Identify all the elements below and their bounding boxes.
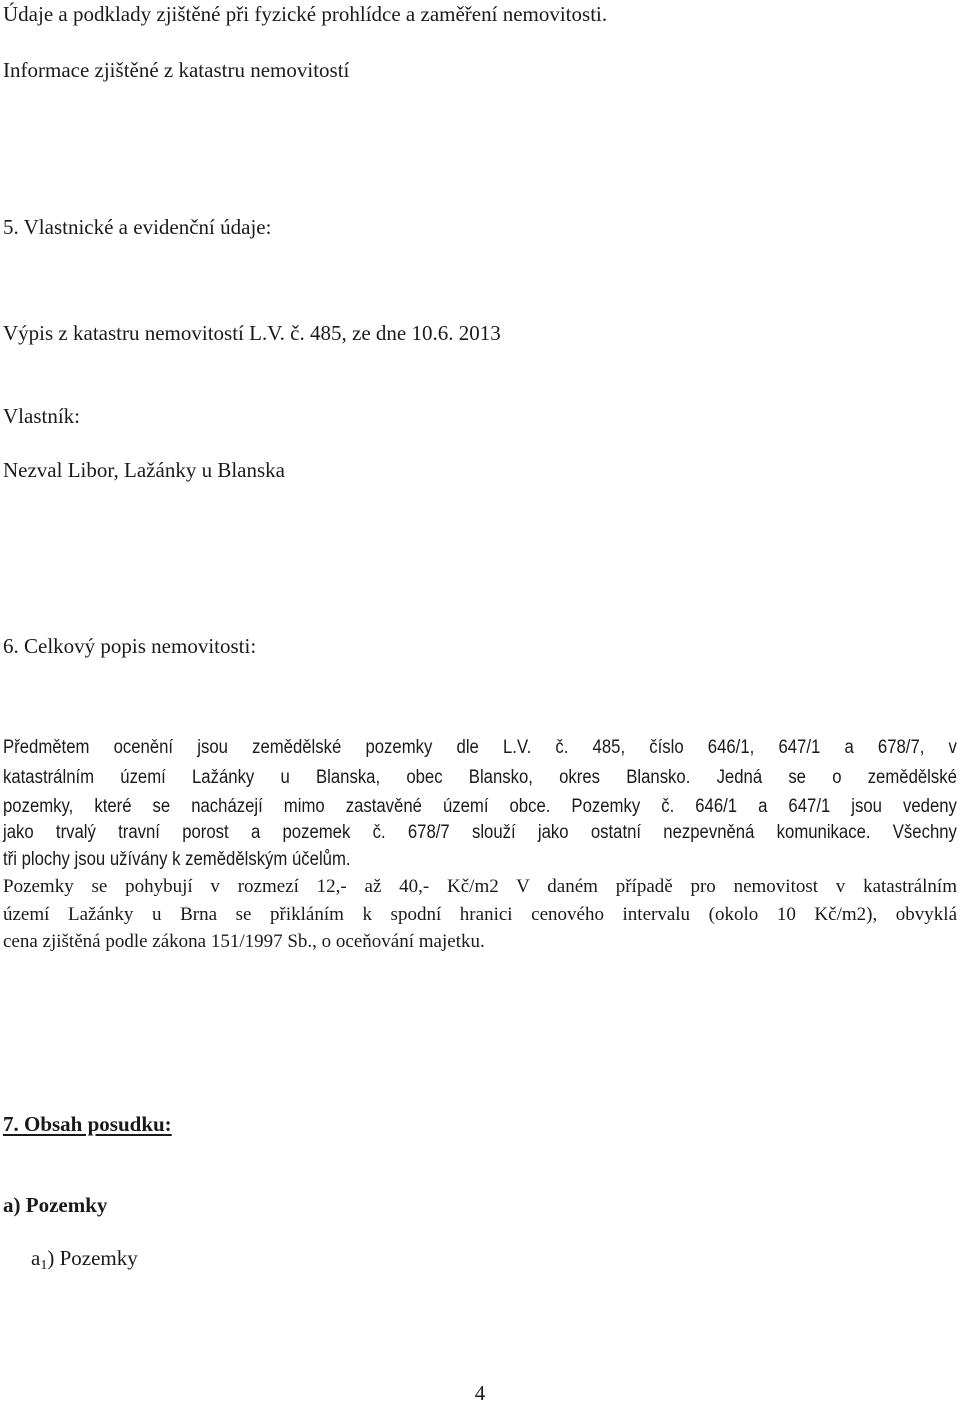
owner-value: Nezval Libor, Lažánky u Blanska — [3, 458, 285, 482]
description-line-4: jako trvalý travní porost a pozemek č. 678/7 slouží jako ostatní nezpevněná komunikace. Všechny — [3, 822, 957, 843]
owner-label: Vlastník: — [3, 404, 80, 428]
price-line-1: Pozemky se pohybují v rozmezí 12,- až 40,- Kč/m2 V daném případě pro nemovitost v katastrálním — [3, 876, 957, 897]
subsection-a1-subscript: 1 — [40, 1258, 48, 1273]
price-line-3: cena zjištěná podle zákona 151/1997 Sb., o oceňování majetku. — [3, 931, 485, 952]
header-line-1: Údaje a podklady zjištěné při fyzické prohlídce a zaměření nemovitosti. — [3, 2, 608, 26]
cadastre-extract-line: Výpis z katastru nemovitostí L.V. č. 485, ze dne 10.6. 2013 — [3, 321, 501, 345]
section-7-title: 7. Obsah posudku: — [3, 1112, 172, 1136]
section-6-title: 6. Celkový popis nemovitosti: — [3, 634, 257, 658]
subsection-a-title: a) Pozemky — [3, 1193, 108, 1217]
section-5-title: 5. Vlastnické a evidenční údaje: — [3, 215, 272, 239]
description-line-1: Předmětem ocenění jsou zemědělské pozemky dle L.V. č. 485, číslo 646/1, 647/1 a 678/7, v — [3, 737, 957, 758]
description-line-5: tři plochy jsou užívány k zemědělským účelům. — [3, 849, 351, 870]
price-line-2: území Lažánky u Brna se přikláním k spodní hranici cenového intervalu (okolo 10 Kč/m2), obvyklá — [3, 904, 957, 925]
description-line-2: katastrálním území Lažánky u Blanska, obec Blansko, okres Blansko. Jedná se o zemědělské — [3, 767, 957, 788]
subsection-a1-prefix: a — [31, 1246, 41, 1270]
page-number: 4 — [474, 1381, 486, 1405]
subsection-a1-title — [31, 1248, 138, 1273]
header-line-2: Informace zjištěné z katastru nemovitostí — [3, 58, 350, 82]
subsection-a1-text: ) Pozemky — [47, 1246, 138, 1270]
description-line-3: pozemky, které se nacházejí mimo zastavěné území obce. Pozemky č. 646/1 a 647/1 jsou vedeny — [3, 796, 957, 817]
